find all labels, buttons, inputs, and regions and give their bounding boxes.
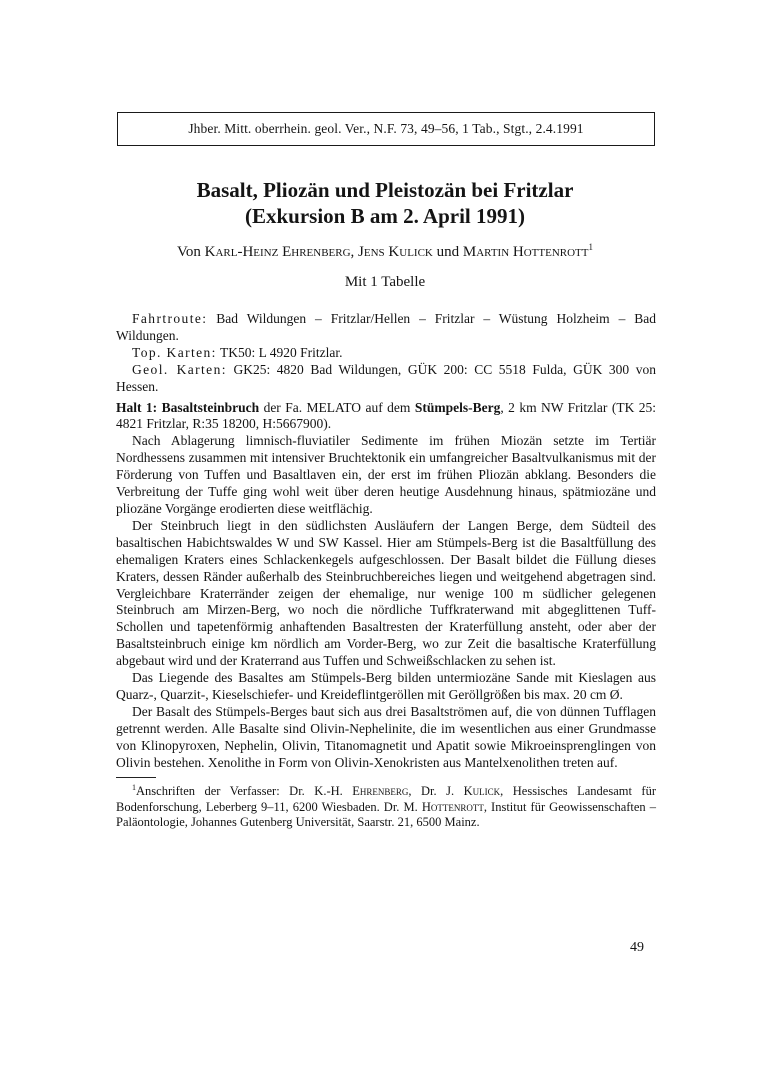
route-paragraph <box>116 311 656 345</box>
halt1-label: Halt 1: Basaltsteinbruch <box>116 399 260 415</box>
footnote-number: 1 <box>132 783 136 793</box>
author-hottenrott: Martin Hottenrott <box>462 244 589 260</box>
author-line <box>100 237 670 262</box>
citation-text: Jhber. Mitt. oberrhein. geol. Ver., N.F. 73, 49–56, 1 Tab., Stgt., 2.4.1991 <box>188 121 584 136</box>
author-prefix: Von <box>176 244 201 260</box>
author-separator: , <box>350 244 355 260</box>
route-label: Fahrtroute: <box>132 311 208 326</box>
halt1-heading <box>116 400 656 434</box>
footnote-name-ehrenberg: Ehrenberg <box>352 784 409 799</box>
topkarten-label: Top. Karten: <box>132 344 217 360</box>
footnote-part3: , Hessisches Landesamt für Bodenforschung, Leberberg 9–11, 6200 Wiesbaden. Dr. M. <box>116 784 657 814</box>
footnote-part2: , Dr. J. <box>408 784 455 799</box>
footnote-mark: 1 <box>588 242 593 252</box>
page-number: 49 <box>630 940 644 955</box>
footnote-part1: Anschriften der Verfasser: Dr. K.-H. <box>136 784 343 799</box>
topkarten-paragraph <box>116 345 656 362</box>
geolkarten-paragraph <box>116 362 656 396</box>
table-note: Mit 1 Tabelle <box>344 274 426 290</box>
halt1-place: Stümpels-Berg <box>414 399 501 415</box>
author-ehrenberg: Karl-Heinz Ehrenberg <box>204 244 351 260</box>
topkarten-text: TK50: L 4920 Fritzlar. <box>219 344 343 360</box>
route-text: Bad Wildungen – Fritzlar/Hellen – Fritzlar – Wüstung Holzheim – Bad Wildungen. <box>116 311 656 343</box>
footnote-part4: , Institut für Geowissenschaften – Paläontologie, Johannes Gutenberg Universität, Saarstr. 21, 6500 Mainz. <box>116 799 656 829</box>
halt1-rest: , 2 km NW Fritzlar (TK 25: 4821 Fritzlar, R:35 18200, H:5667900). <box>116 399 657 432</box>
footnote-name-kulick: Kulick <box>463 784 501 799</box>
footnote-rule <box>116 777 156 778</box>
body-paragraph: Das Liegende des Basaltes am Stümpels-Berg bilden untermiozäne Sande mit Kieslagen aus Quarz-, Quarzit-, Kieselschiefer- und Kreideflintgeröllen mit Geröllgrößen bis max. 20 cm Ø. <box>116 670 656 702</box>
title-line-1: Basalt, Pliozän und Pleistozän bei Fritzlar <box>196 178 574 202</box>
author-kulick: Jens Kulick <box>358 244 433 260</box>
geolkarten-label: Geol. Karten: <box>132 361 227 377</box>
halt1-mid: der Fa. MELATO auf dem <box>263 399 411 415</box>
title-line-2: (Exkursion B am 2. April 1991) <box>244 204 526 228</box>
citation-header <box>117 112 655 146</box>
footnote-name-hottenrott: Hottenrott <box>421 799 484 814</box>
article-body <box>116 311 656 830</box>
body-paragraph: Der Basalt des Stümpels-Berges baut sich aus drei Basaltströmen auf, die von dünnen Tufflagen getrennt werden. Alle Basalte sind Olivin-Nephelinite, die im wesentlichen aus einer Grundmasse von Klinopyroxen, Nephelin, Olivin, Titanomagnetit und Apatit sowie Mikroeinsprenglingen von Olivin bestehen. Xenolithe in Form von Olivin-Xenokristen aus Mantelxenolithen treten auf. <box>116 703 656 770</box>
body-paragraph: Nach Ablagerung limnisch-fluviatiler Sedimente im frühen Miozän setzte im Tertiär Nordhessens zusammen mit intensiver Bruchtektonik ein umfangreicher Basaltvulkanismus mit der Förderung von Tuffen und Basaltlaven ein, der erst im frühen Pliozän abklang. Besonders die Verbreitung der Tuffe ging wohl weit über deren heutige Ausdehnung hinaus, spätmiozäne und pliozäne Vorgänge erodierten diese weitflächig. <box>116 433 656 516</box>
footnote <box>116 780 656 829</box>
author-conjunction: und <box>436 244 460 260</box>
geolkarten-text: GK25: 4820 Bad Wildungen, GÜK 200: CC 5518 Fulda, GÜK 300 von Hessen. <box>116 361 656 394</box>
body-paragraph: Der Steinbruch liegt in den südlichsten Ausläufern der Langen Berge, dem Südteil des basaltischen Habichtswaldes W und SW Kassel. Hier am Stümpels-Berg ist die Basaltfüllung des ehemaligen Kraters eines Schlackenkegels aufgeschlossen. Der Basalt bildet die Füllung dieses Kraters, dessen Ränder außerhalb des Steinbruchbereiches liegen und weitgehend abgetragen sind. Vergleichbare Kraterränder zeigen der ehemalige, nur wenige 100 m südlicher gelegenen Steinbruch am Mirzen-Berg, wo noch die nördliche Tuffkraterwand mit abgeglittenen Tuff-Schollen und tapetenförmig anhaftenden Basaltresten der Kraterfüllung ansteht, oder aber der Basaltsteinbruch einige km nördlich am Vorder-Berg, wo zur Zeit die basaltische Kraterfüllung abgebaut wird und der Kraterrand aus Tuffen und Schweißschlacken zu sehen ist. <box>116 517 656 669</box>
